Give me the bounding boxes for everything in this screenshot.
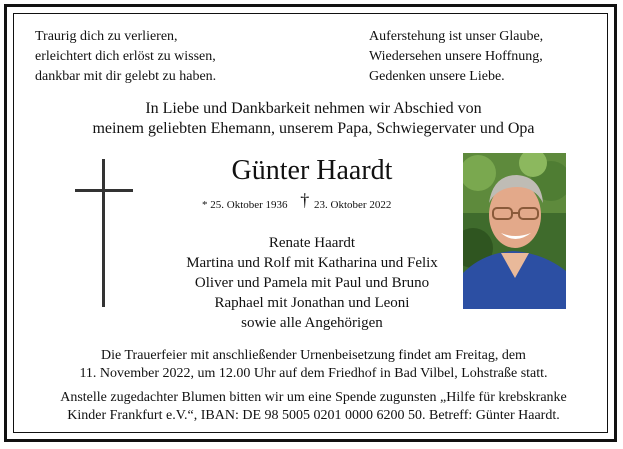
family-line: Martina und Rolf mit Katharina und Felix <box>186 255 438 271</box>
ceremony-line: Die Trauerfeier mit anschließender Urnenbeisetzung findet am Freitag, dem <box>101 348 526 363</box>
family-line: Raphael mit Jonathan und Leoni <box>214 295 410 311</box>
donation-line: Anstelle zugedachter Blumen bitten wir um eine Spende zugunsten „Hilfe für krebskranke <box>60 390 567 405</box>
portrait-photo <box>463 153 566 309</box>
family-list <box>167 233 457 333</box>
death-date: 23. Oktober 2022 <box>314 199 392 211</box>
dagger-icon: † <box>300 190 310 210</box>
farewell-intro <box>7 99 620 139</box>
family-line: Oliver und Pamela mit Paul und Bruno <box>194 275 430 291</box>
deceased-name: Günter Haardt <box>231 155 393 186</box>
poem-left-line: Traurig dich zu verlieren, <box>35 29 178 44</box>
ceremony-info <box>7 347 620 383</box>
poem-right <box>369 27 543 87</box>
birth-date: * 25. Oktober 1936 <box>202 199 288 211</box>
obituary-frame <box>4 4 617 442</box>
poem-left-line: erleichtert dich erlöst zu wissen, <box>35 49 216 64</box>
cross-icon <box>102 159 105 307</box>
donation-info <box>7 389 620 425</box>
donation-line: Kinder Frankfurt e.V.“, IBAN: DE 98 5005 0201 0000 6200 50. Betreff: Günter Haardt. <box>67 408 560 423</box>
poem-right-line: Wiedersehen unsere Hoffnung, <box>369 49 543 64</box>
poem-left <box>35 27 216 87</box>
intro-line: meinem geliebten Ehemann, unserem Papa, Schwiegervater und Opa <box>92 120 535 137</box>
cross-icon-bar <box>75 189 133 192</box>
poem-right-line: Auferstehung ist unser Glaube, <box>369 29 544 44</box>
poem-left-line: dankbar mit dir gelebt zu haben. <box>35 69 217 84</box>
life-dates <box>202 190 432 212</box>
family-line: sowie alle Angehörigen <box>241 315 383 331</box>
intro-line: In Liebe und Dankbarkeit nehmen wir Abschied von <box>145 100 482 117</box>
family-line: Renate Haardt <box>268 235 356 251</box>
ceremony-line: 11. November 2022, um 12.00 Uhr auf dem Friedhof in Bad Vilbel, Lohstraße statt. <box>79 366 548 381</box>
poem-right-line: Gedenken unsere Liebe. <box>369 69 505 84</box>
